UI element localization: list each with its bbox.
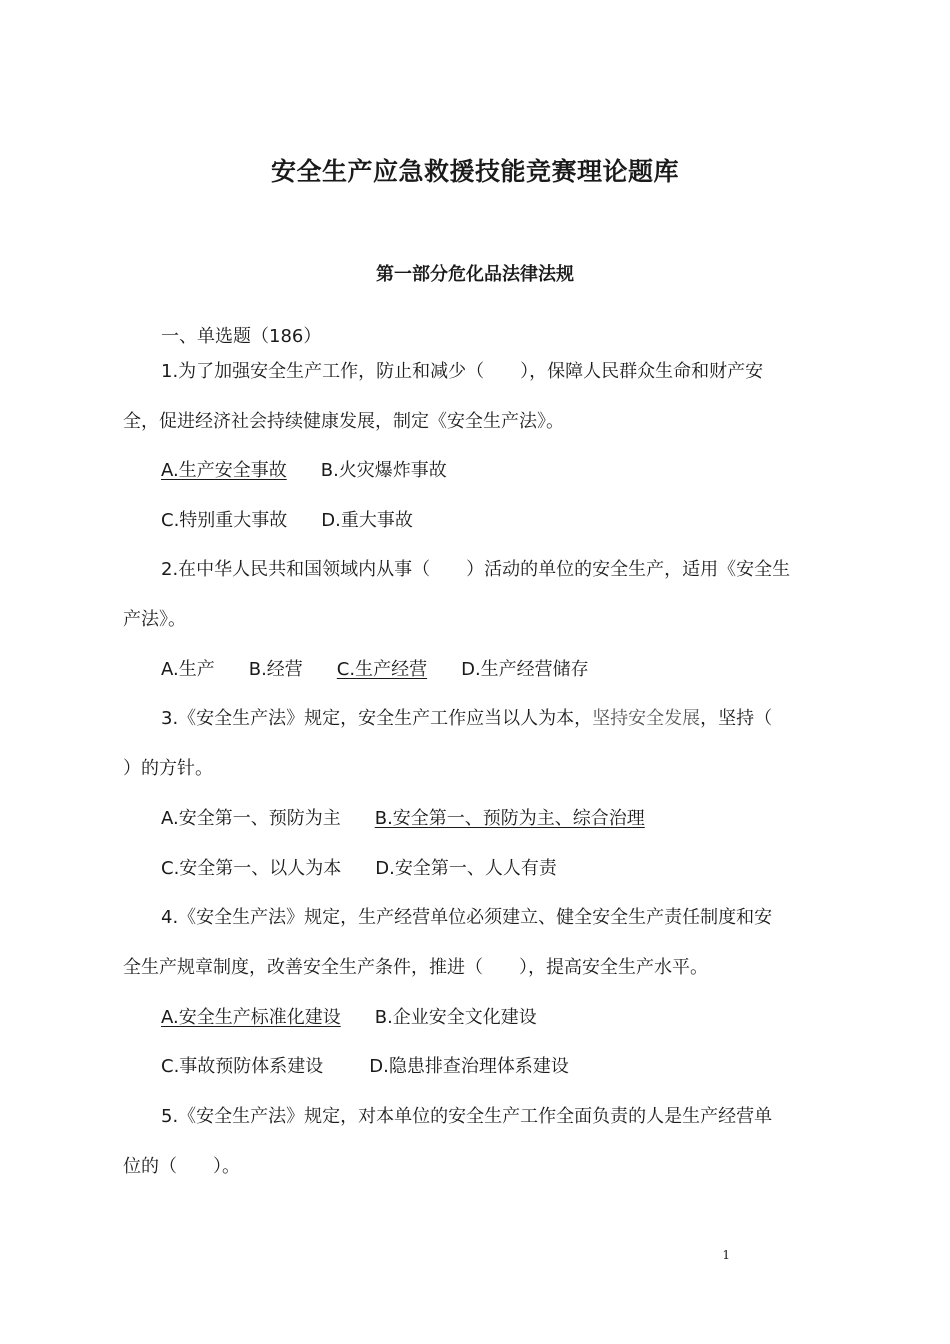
page-number: 1 [722, 1248, 730, 1262]
question-5-text: 5.《安全生产法》规定，对本单位的安全生产工作全面负责的人是生产经营单 [161, 1106, 773, 1127]
question-3-options-row-2 [161, 857, 557, 881]
question-3-option-c: C.安全第一、以人为本 [161, 858, 342, 879]
question-1-options-row-2 [161, 509, 413, 533]
question-4-option-c: C.事故预防体系建设 [161, 1056, 324, 1077]
question-2-option-a: A.生产 [161, 659, 215, 680]
question-4-option-d: D.隐患排查治理体系建设 [369, 1056, 569, 1077]
question-3-text-cont: ）的方针。 [123, 758, 213, 779]
question-2-text: 2.在中华人民共和国领域内从事（ ）活动的单位的安全生产，适用《安全生 [161, 559, 791, 580]
question-3-text [161, 707, 772, 731]
question-3-options-row-1 [161, 807, 645, 831]
question-5-text-cont: 位的（ ）。 [123, 1156, 240, 1177]
question-1-text-cont: 全，促进经济社会持续健康发展，制定《安全生产法》。 [123, 411, 564, 432]
question-3-text-part-3: ，坚持（ [700, 708, 773, 729]
question-1-option-a: A.生产安全事故 [161, 460, 287, 481]
question-2-option-b: B.经营 [248, 659, 303, 680]
question-2-options-row [161, 658, 589, 682]
question-1-text: 1.为了加强安全生产工作，防止和减少（ ），保障人民群众生命和财产安 [161, 361, 764, 382]
question-3-option-d: D.安全第一、人人有责 [375, 858, 557, 879]
question-2-text-cont: 产法》。 [123, 609, 186, 630]
document-title: 安全生产应急救援技能竞赛理论题库 [270, 157, 679, 186]
question-4-option-b: B.企业安全文化建设 [374, 1007, 537, 1028]
question-1-option-c: C.特别重大事故 [161, 510, 288, 531]
question-4-option-a: A.安全生产标准化建设 [161, 1007, 341, 1028]
question-3-text-part-2: 坚持安全发展 [592, 708, 701, 729]
question-1-options-row-1 [161, 459, 447, 483]
question-2-option-c: C.生产经营 [336, 659, 428, 680]
question-1-option-d: D.重大事故 [321, 510, 413, 531]
question-4-options-row-2 [161, 1055, 569, 1079]
question-4-text: 4.《安全生产法》规定，生产经营单位必须建立、健全安全生产责任制度和安 [161, 907, 773, 928]
question-2-option-d: D.生产经营储存 [461, 659, 589, 680]
question-4-text-cont: 全生产规章制度，改善安全生产条件，推进（ ），提高安全生产水平。 [123, 957, 708, 978]
question-3-text-part-1: 3.《安全生产法》规定，安全生产工作应当以人为本， [161, 708, 593, 729]
question-1-option-b: B.火灾爆炸事故 [320, 460, 447, 481]
part-title: 第一部分危化品法律法规 [376, 264, 574, 285]
question-3-option-a: A.安全第一、预防为主 [161, 808, 341, 829]
question-3-option-b: B.安全第一、预防为主、综合治理 [374, 808, 645, 829]
section-heading: 一、单选题（186） [161, 326, 322, 347]
question-4-options-row-1 [161, 1006, 537, 1030]
